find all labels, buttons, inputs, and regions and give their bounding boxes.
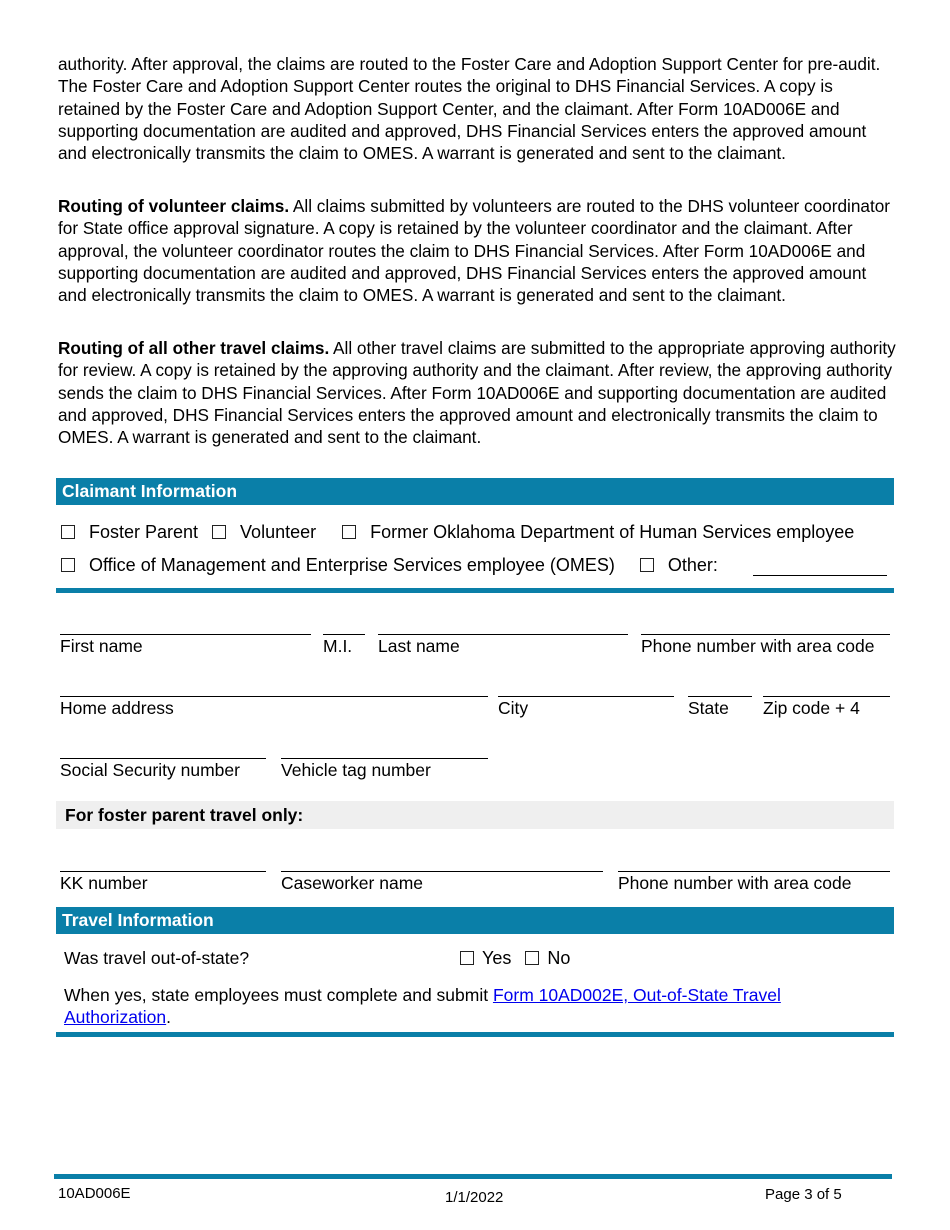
- foster-parent-label: Foster Parent: [89, 522, 199, 542]
- travel-divider: [56, 1032, 894, 1037]
- volunteer-checkbox[interactable]: [212, 525, 226, 539]
- other-routing-heading: Routing of all other travel claims.: [58, 338, 330, 358]
- former-employee-label: Former Oklahoma Department of Human Services employee: [370, 522, 855, 542]
- state-label: State: [688, 698, 729, 718]
- travel-info-header: Travel Information: [56, 907, 894, 934]
- former-employee-checkbox[interactable]: [342, 525, 356, 539]
- other-checkbox[interactable]: [640, 558, 654, 572]
- other-routing-body: All other travel claims are submitted to the appropriate approving authority for review. A copy is retained by the approving authority and the claimant. After review, the approving authority sends the claim to DHS Financial Services. After Form 10AD006E and supporting documentation are audited and approved, DHS Financial Services enters the approved amount and electronically transmits the claim to OMES. A warrant is generated and sent to the claimant.: [58, 338, 896, 448]
- yes-label: Yes: [482, 948, 512, 968]
- first-name-label: First name: [60, 636, 143, 656]
- omes-employee-label: Office of Management and Enterprise Services employee (OMES): [89, 555, 615, 575]
- last-name-label: Last name: [378, 636, 460, 656]
- claimant-info-header: Claimant Information: [56, 478, 894, 505]
- out-of-state-note: [64, 984, 864, 1028]
- intro-paragraph-volunteer: [58, 195, 898, 306]
- claimant-type-row-2: [61, 554, 732, 576]
- form-10ad002e-link[interactable]: Form 10AD002E, Out-of-State Travel Authorization: [64, 985, 781, 1027]
- footer-rule: [54, 1174, 892, 1179]
- out-of-state-options: [460, 947, 584, 969]
- caseworker-name-label: Caseworker name: [281, 873, 423, 893]
- volunteer-label: Volunteer: [240, 522, 317, 542]
- footer-date: 1/1/2022: [445, 1189, 504, 1206]
- footer-page-number: Page 3 of 5: [765, 1186, 842, 1203]
- intro-paragraph-1: authority. After approval, the claims are routed to the Foster Care and Adoption Support Center for pre-audit. The Foster Care and Adoption Support Center routes the original to DHS Financial Services. A copy is retained by the Foster Care and Adoption Support Center, and the claimant. After Form 10AD006E and supporting documentation are audited and approved, DHS Financial Services enters the approved amount and electronically transmits the claim to OMES. A warrant is generated and sent to the claimant.: [58, 54, 881, 164]
- volunteer-routing-heading: Routing of volunteer claims.: [58, 196, 290, 216]
- no-label: No: [547, 948, 571, 968]
- city-label: City: [498, 698, 529, 718]
- foster-parent-heading: For foster parent travel only:: [56, 801, 894, 829]
- omes-employee-checkbox[interactable]: [61, 558, 75, 572]
- foster-parent-checkbox[interactable]: [61, 525, 75, 539]
- claimant-type-row-1: [61, 521, 868, 543]
- ssn-label: Social Security number: [60, 760, 240, 780]
- foster-phone-label: Phone number with area code: [618, 873, 852, 893]
- note-suffix: .: [166, 1007, 172, 1027]
- volunteer-routing-body: All claims submitted by volunteers are routed to the DHS volunteer coordinator for State office approval signature. A copy is retained by the volunteer coordinator and the claimant. After approval, the volunteer coordinator routes the claim to DHS Financial Services. After Form 10AD006E and supporting documentation are audited and approved, DHS Financial Services enters the approved amount and electronically transmits the claim to OMES. A warrant is generated and sent to the claimant.: [58, 196, 891, 306]
- yes-checkbox[interactable]: [460, 951, 474, 965]
- out-of-state-question: Was travel out-of-state?: [64, 948, 250, 968]
- note-prefix: When yes, state employees must complete and submit: [64, 985, 493, 1005]
- vehicle-tag-label: Vehicle tag number: [281, 760, 431, 780]
- mi-label: M.I.: [323, 636, 353, 656]
- footer-form-id: 10AD006E: [58, 1185, 131, 1202]
- no-checkbox[interactable]: [525, 951, 539, 965]
- zip-label: Zip code + 4: [763, 698, 860, 718]
- other-input-line[interactable]: [753, 575, 887, 576]
- intro-paragraph-other: [58, 337, 898, 448]
- claimant-divider: [56, 588, 894, 593]
- kk-number-label: KK number: [60, 873, 148, 893]
- phone-label: Phone number with area code: [641, 636, 875, 656]
- other-label: Other:: [667, 555, 718, 575]
- home-address-label: Home address: [60, 698, 174, 718]
